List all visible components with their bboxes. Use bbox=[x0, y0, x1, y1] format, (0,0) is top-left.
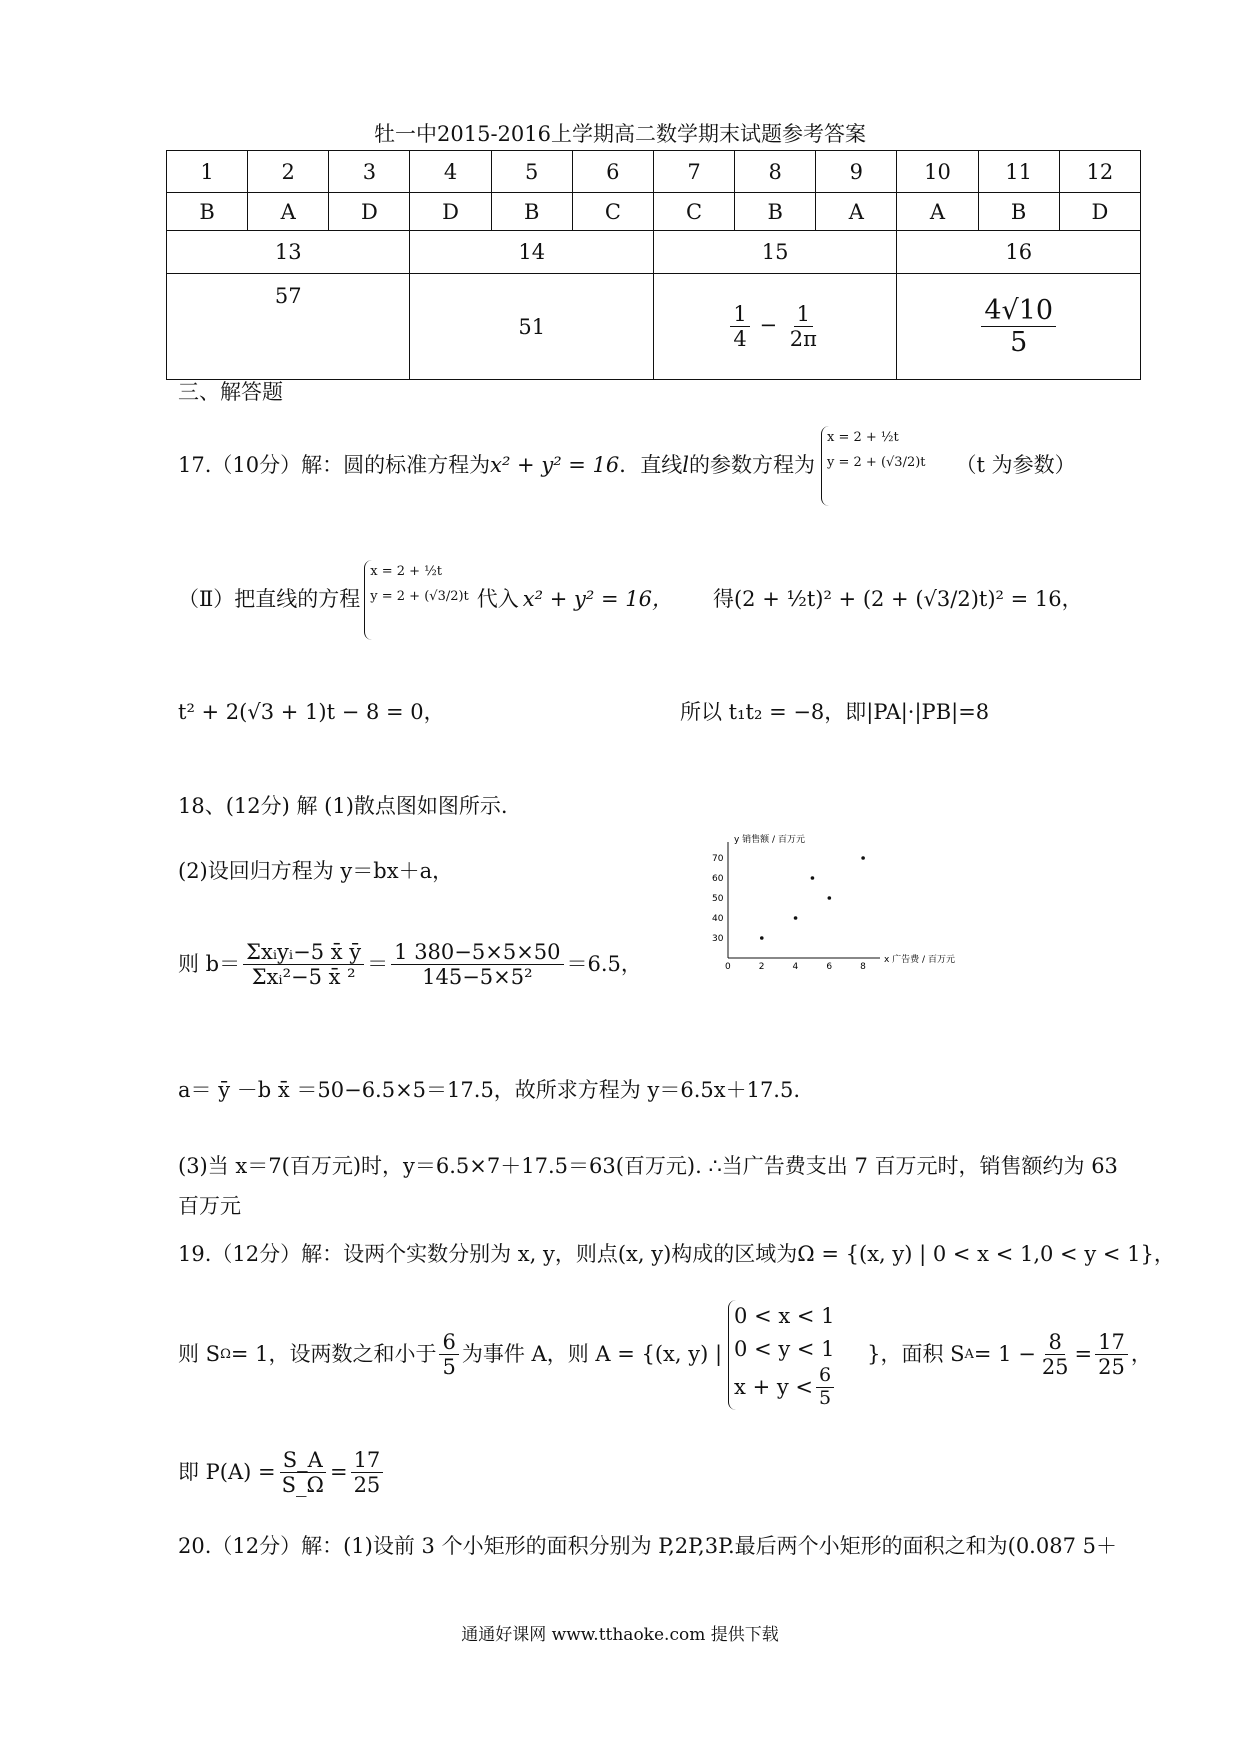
table-cell: B bbox=[491, 193, 572, 231]
x-tick-label: 2 bbox=[758, 962, 765, 970]
fraction: $\frac{1}{4}$ bbox=[730, 302, 749, 351]
q17-line1: 17.（10分）解：圆的标准方程为 x² + y² = 16 ．直线 l 的参数方程为 x = 2 + ½t y = 2 + (√3/2)t （t 为参数） bbox=[178, 426, 1076, 506]
table-cell: D bbox=[410, 193, 491, 231]
fraction: $\frac{17}{25}$ bbox=[351, 1448, 384, 1497]
answer-13: 57 bbox=[167, 274, 410, 380]
q19-line1: 19.（12分）解：设两个实数分别为 x, y，则点(x, y)构成的区域为Ω = {(x, y) | 0 < x < 1,0 < y < 1}， bbox=[178, 1242, 1175, 1266]
q17-quadratic: t² + 2(√3 + 1)t − 8 = 0， bbox=[178, 700, 445, 724]
table-cell: 15 bbox=[653, 231, 896, 274]
table-cell: 11 bbox=[978, 151, 1059, 193]
equation-system: 0 < x < 1 0 < y < 1 x + y < $\frac{6}{5}$ bbox=[728, 1300, 837, 1410]
q20-line1: 20.（12分）解：(1)设前 3 个小矩形的面积分别为 P,2P,3P.最后两个小矩形的面积之和为(0.087 5＋ bbox=[178, 1534, 1117, 1558]
answer-16 bbox=[897, 274, 1141, 380]
footer: 通通好课网 www.tthaoke.com 提供下载 bbox=[461, 1625, 779, 1645]
q18-line3: (3)当 x＝7(百万元)时，y＝6.5×7＋17.5＝63(百万元). ∴当广告费支出 7 百万元时，销售额约为 63 bbox=[178, 1154, 1118, 1178]
page-title: 牡一中2015-2016上学期高二数学期末试题参考答案 bbox=[374, 122, 866, 146]
q18-a-line: a＝ ȳ －b x̄ ＝50−6.5×5＝17.5，故所求方程为 y＝6.5x＋17.5. bbox=[178, 1078, 801, 1102]
y-axis-label: y 销售额 / 百万元 bbox=[734, 835, 805, 845]
table-cell: B bbox=[735, 193, 816, 231]
fraction: $\frac{\text{Σxᵢyᵢ−5 x̄ ȳ}}{\text{Σxᵢ²−5 x̄ ²}}$ bbox=[243, 940, 364, 989]
answer-15: $\frac{1}{4}$ − $\frac{1}{2\pi}$ bbox=[653, 274, 896, 380]
fraction: $\frac{8}{25}$ bbox=[1041, 1330, 1069, 1380]
fraction: $\frac{17}{25}$ bbox=[1095, 1330, 1128, 1379]
x-tick-label: 4 bbox=[792, 962, 799, 970]
table-cell: 7 bbox=[653, 151, 734, 193]
table-cell: 12 bbox=[1059, 151, 1140, 193]
q18-line3b: 百万元 bbox=[178, 1194, 241, 1218]
table-cell: 14 bbox=[410, 231, 653, 274]
data-point bbox=[828, 896, 832, 900]
table-cell: A bbox=[897, 193, 978, 231]
table-cell: A bbox=[248, 193, 329, 231]
data-point bbox=[794, 916, 798, 920]
scatter-chart bbox=[690, 830, 980, 970]
y-tick-label: 60 bbox=[712, 874, 724, 884]
data-point bbox=[760, 936, 764, 940]
table-cell: 13 bbox=[167, 231, 410, 274]
y-tick-label: 30 bbox=[712, 934, 724, 944]
q18-line1: 18、(12分) 解 (1)散点图如图所示. bbox=[178, 794, 508, 818]
x-tick-label: 6 bbox=[826, 962, 833, 970]
table-cell: D bbox=[1059, 193, 1140, 231]
y-tick-label: 70 bbox=[712, 854, 724, 864]
table-cell: D bbox=[329, 193, 410, 231]
choice-number-row bbox=[167, 151, 1141, 193]
x-axis-label: x 广告费 / 百万元 bbox=[884, 955, 955, 965]
y-tick-label: 40 bbox=[712, 914, 724, 924]
table-cell: 5 bbox=[491, 151, 572, 193]
table-cell: C bbox=[572, 193, 653, 231]
fill-number-row bbox=[167, 231, 1141, 274]
table-cell: 16 bbox=[897, 231, 1141, 274]
table-cell: 1 bbox=[167, 151, 248, 193]
data-point bbox=[861, 856, 865, 860]
table-cell: 8 bbox=[735, 151, 816, 193]
q19-line2: 则 S Ω = 1，设两数之和小于 $\frac{6}{5}$ 为事件 A，则 A = {(x, y) | 0 < x < 1 0 < y < 1 x + y < $\frac{6}{5}$ }，面积 S A = 1 − $\frac{8}{25}$ = $\frac{17}{25}$ ， bbox=[178, 1300, 1152, 1410]
fraction: $\frac{1}{2\pi}$ bbox=[789, 301, 817, 351]
table-cell: 10 bbox=[897, 151, 978, 193]
q17-line2: （Ⅱ）把直线的方程 x = 2 + ½t y = 2 + (√3/2)t 代入 x² + y² = 16， 得(2 + ½t)² + (2 + (√3/2)t)² = 16， bbox=[178, 560, 1083, 640]
fraction: $\frac{1 380-5\times 5\times 50}{\text{145−5×5²}}$ bbox=[391, 940, 563, 989]
table-cell: C bbox=[653, 193, 734, 231]
choice-answer-row bbox=[167, 193, 1141, 231]
q19-line3: 即 P(A) = $\frac{S\_A}{S\_\Omega}$ = $\frac{17}{25}$ bbox=[178, 1448, 386, 1497]
table-cell: 2 bbox=[248, 151, 329, 193]
q18-b-formula: 则 b＝ $\frac{\text{Σxᵢyᵢ−5 x̄ ȳ}}{\text{Σxᵢ²−5 x̄ ²}}$ ＝ $\frac{1 380-5\times 5\times 50}{\text{145−5×5²}}$ ＝6.5， bbox=[178, 940, 642, 990]
table-cell: 9 bbox=[816, 151, 897, 193]
table-cell: A bbox=[816, 193, 897, 231]
table-cell: B bbox=[167, 193, 248, 231]
answer-table bbox=[166, 150, 1141, 380]
q18-line2: (2)设回归方程为 y＝bx＋a， bbox=[178, 859, 454, 883]
fraction: $\frac{6}{5}$ bbox=[439, 1330, 458, 1379]
x-tick-label: 0 bbox=[725, 962, 731, 970]
y-tick-label: 50 bbox=[712, 894, 724, 904]
q17-result: 所以 t₁t₂ = −8，即|PA|·|PB|=8 bbox=[680, 700, 990, 724]
table-cell: B bbox=[978, 193, 1059, 231]
table-cell: 4 bbox=[410, 151, 491, 193]
section-heading: 三、解答题 bbox=[178, 380, 283, 404]
fill-answer-row bbox=[167, 274, 1141, 380]
x-tick-label: 8 bbox=[860, 962, 866, 970]
answer-14: 51 bbox=[410, 274, 653, 380]
equation-system: x = 2 + ½t y = 2 + (√3/2)t bbox=[821, 426, 926, 506]
data-point bbox=[811, 876, 815, 880]
equation-system: x = 2 + ½t y = 2 + (√3/2)t bbox=[364, 560, 469, 640]
fraction: $\frac{4√10}{5}$ bbox=[981, 295, 1056, 358]
fraction: $\frac{S\_A}{S\_\Omega}$ bbox=[281, 1448, 324, 1498]
table-cell: 6 bbox=[572, 151, 653, 193]
table-cell: 3 bbox=[329, 151, 410, 193]
